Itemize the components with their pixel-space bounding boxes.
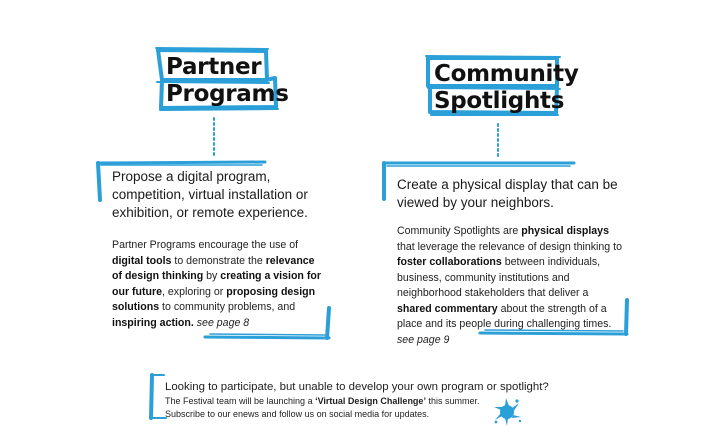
partner-body-bold: relevance of design thinking xyxy=(112,254,315,282)
partner-body-text: Partner Programs encourage the use of xyxy=(112,239,299,251)
community-body-bold: shared commentary xyxy=(397,302,498,315)
footer-challenge-name: ‘Virtual Design Challenge’ xyxy=(315,396,426,406)
community-see-page[interactable]: see page 9 xyxy=(397,333,450,346)
partner-lead: Propose a digital program, competition, virtual installation or exhibition, or remote experience. xyxy=(112,169,308,220)
partner-title xyxy=(166,55,289,107)
partner-body-bold: digital tools xyxy=(112,254,172,267)
footer-line1: Looking to participate, but unable to develop your own program or spotlight? xyxy=(165,381,549,393)
community-body-text: between individuals, business, community institutions and neighborhood stakeholders that deliver a xyxy=(397,256,601,299)
community-body-bold: foster collaborations xyxy=(397,256,502,268)
community-title xyxy=(434,62,579,114)
community-body-text: that leverage the relevance of design thinking to xyxy=(397,240,622,253)
partner-body-text: , exploring or xyxy=(162,285,227,298)
community-title-line1: Community xyxy=(434,61,579,87)
partner-title-line2: Programs xyxy=(166,81,289,107)
partner-body xyxy=(112,238,327,331)
community-body-text: Community Spotlights are xyxy=(397,225,522,237)
partner-see-page[interactable]: see page 8 xyxy=(193,316,250,329)
footer-line2-text: this summer. xyxy=(425,396,480,406)
community-body xyxy=(397,224,622,348)
footer-bracket xyxy=(151,375,166,418)
partner-body-bold: creating a vision for our future xyxy=(112,270,321,298)
community-body-bold: physical displays xyxy=(521,225,609,237)
partner-body-text: by xyxy=(203,270,221,282)
footer-note xyxy=(165,380,625,421)
partner-body-bold: proposing design solutions xyxy=(112,285,316,313)
footer-line2-text: The Festival team will be launching a xyxy=(165,396,316,406)
community-title-line2: Spotlights xyxy=(434,88,565,114)
partner-title-line1: Partner xyxy=(166,54,262,80)
community-lead: Create a physical display that can be viewed by your neighbors. xyxy=(397,177,618,210)
footer-line2 xyxy=(165,395,625,408)
partner-body-bold: inspiring action. xyxy=(112,316,194,329)
partner-body-text: to community problems, and xyxy=(159,301,296,313)
community-body-text: about the strength of a place and its people during challenging times. xyxy=(397,302,612,330)
footer-line3: Subscribe to our enews and follow us on social media for updates. xyxy=(165,409,430,419)
partner-body-text: to demonstrate the xyxy=(171,254,266,267)
